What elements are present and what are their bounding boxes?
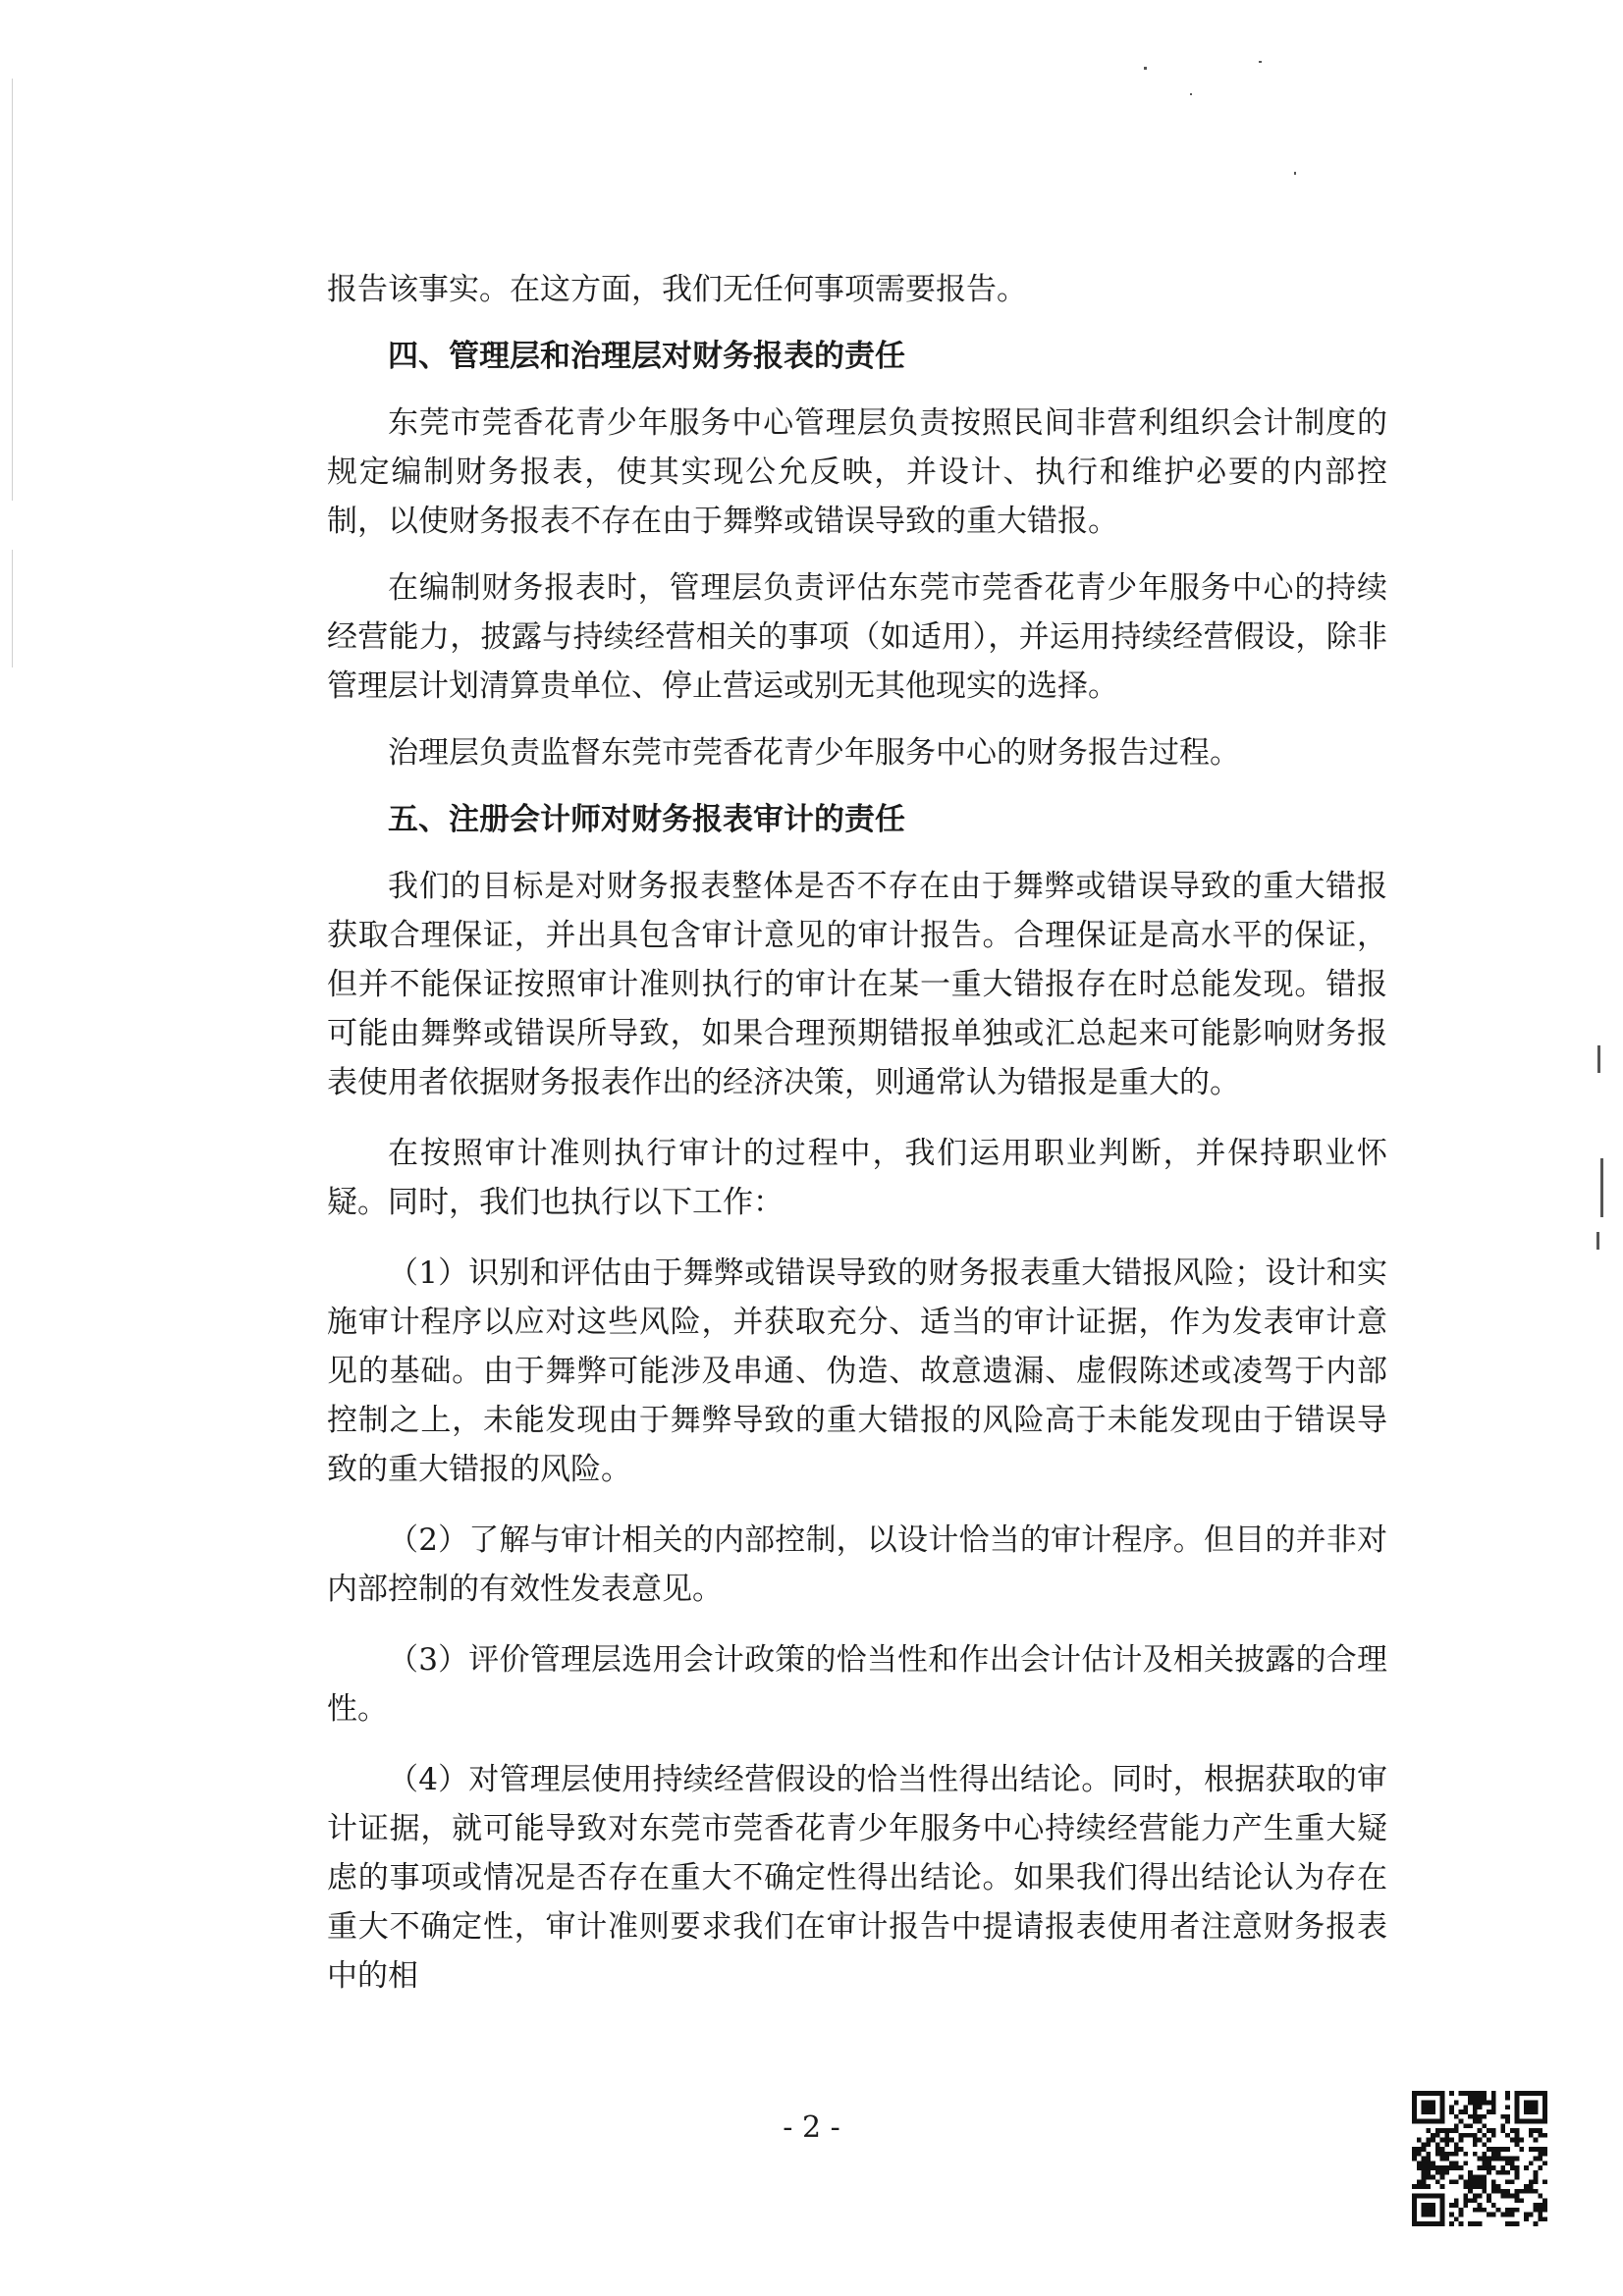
scan-edge-mark: [1600, 1158, 1603, 1217]
section-heading-4: 四、管理层和治理层对财务报表的责任: [388, 339, 905, 374]
list-item-3: （3）评价管理层选用会计政策的恰当性和作出会计估计及相关披露的合理性。: [327, 1642, 1387, 1727]
paragraph: 在按照审计准则执行审计的过程中，我们运用职业判断，并保持职业怀疑。同时，我们也执行以下工作：: [327, 1136, 1387, 1220]
list-item-2: （2）了解与审计相关的内部控制，以设计恰当的审计程序。但目的并非对内部控制的有效性发表意见。: [327, 1522, 1387, 1607]
paragraph: 我们的目标是对财务报表整体是否不存在由于舞弊或错误导致的重大错报获取合理保证，并出具包含审计意见的审计报告。合理保证是高水平的保证，但并不能保证按照审计准则执行的审计在某一重大错报存在时总能发现。错报可能由舞弊或错误所导致，如果合理预期错报单独或汇总起来可能影响财务报表使用者依据财务报表作出的经济决策，则通常认为错报是重大的。: [327, 869, 1387, 1100]
page-number: - 2 -: [783, 2110, 840, 2145]
scan-edge-mark: [1596, 1232, 1599, 1250]
scan-speck: [1144, 67, 1147, 70]
list-item-4: （4）对管理层使用持续经营假设的恰当性得出结论。同时，根据获取的审计证据，就可能导致对东莞市莞香花青少年服务中心持续经营能力产生重大疑虑的事项或情况是否存在重大不确定性得出结论。如果我们得出结论认为存在重大不确定性，审计准则要求我们在审计报告中提请报表使用者注意财务报表中的相: [327, 1762, 1387, 1994]
paragraph: 东莞市莞香花青少年服务中心管理层负责按照民间非营利组织会计制度的规定编制财务报表，使其实现公允反映，并设计、执行和维护必要的内部控制，以使财务报表不存在由于舞弊或错误导致的重大错报。: [327, 405, 1387, 539]
scan-speck: [1190, 93, 1192, 95]
scan-edge-mark: [1597, 1045, 1600, 1073]
scan-speck: [1259, 61, 1262, 63]
scan-speck: [1294, 172, 1296, 175]
scan-edge-line: [12, 550, 13, 667]
scan-edge-line: [12, 79, 13, 501]
paragraph: 在编制财务报表时，管理层负责评估东莞市莞香花青少年服务中心的持续经营能力，披露与持续经营相关的事项（如适用），并运用持续经营假设，除非管理层计划清算贵单位、停止营运或别无其他现实的选择。: [327, 570, 1387, 704]
section-heading-5: 五、注册会计师对财务报表审计的责任: [388, 802, 905, 837]
document-body: [327, 265, 1387, 2001]
list-item-1: （1）识别和评估由于舞弊或错误导致的财务报表重大错报风险；设计和实施审计程序以应对这些风险，并获取充分、适当的审计证据，作为发表审计意见的基础。由于舞弊可能涉及串通、伪造、故意遗漏、虚假陈述或凌驾于内部控制之上，未能发现由于舞弊导致的重大错报的风险高于未能发现由于错误导致的重大错报的风险。: [327, 1255, 1387, 1487]
qr-code-icon: [1412, 2091, 1547, 2226]
paragraph: 治理层负责监督东莞市莞香花青少年服务中心的财务报告过程。: [388, 735, 1240, 771]
paragraph-continuation: 报告该事实。在这方面，我们无任何事项需要报告。: [327, 272, 1027, 307]
